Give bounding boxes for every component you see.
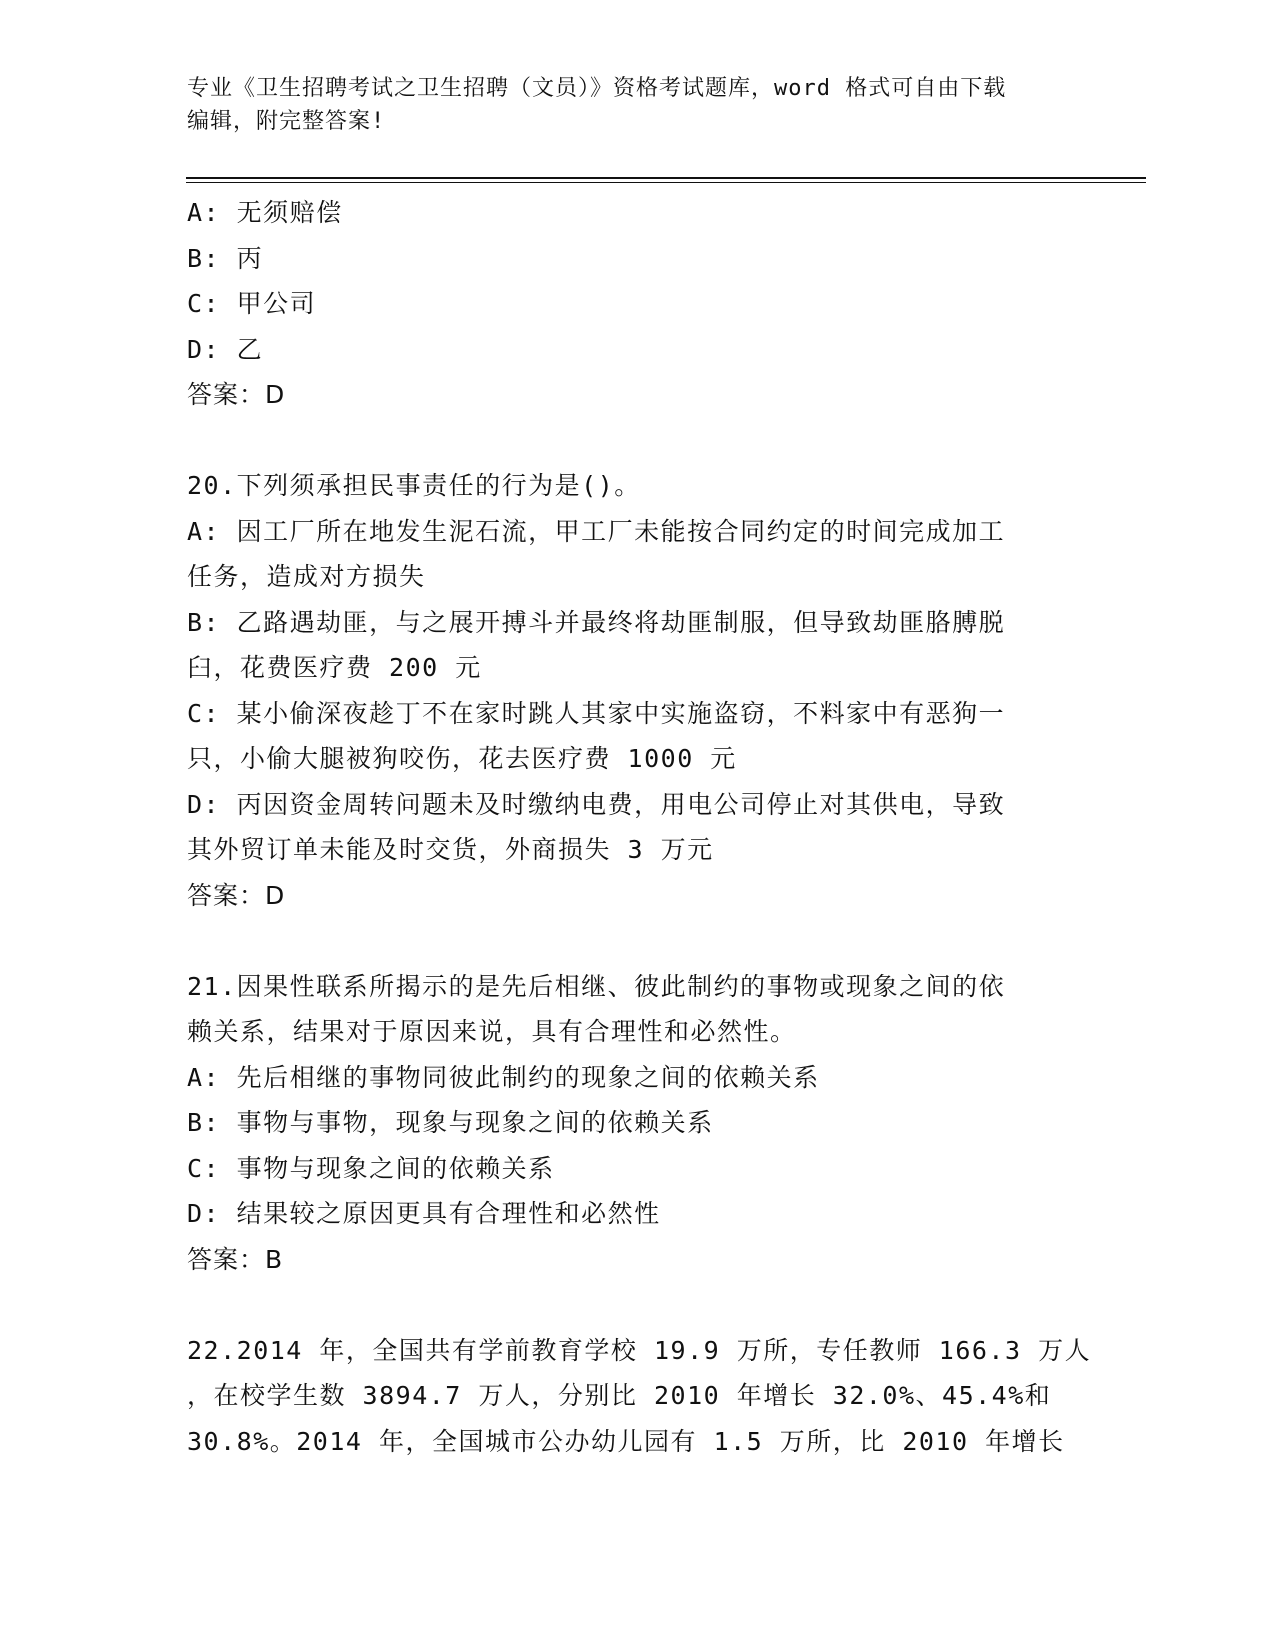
option-d-cont: 其外贸订单未能及时交货，外商损失 3 万元: [187, 835, 714, 864]
option-b: B: 丙: [187, 243, 264, 273]
answer-line: 答案：D: [187, 880, 286, 910]
question-19: [187, 190, 1067, 418]
question-stem: 22.2014 年，全国共有学前教育学校 19.9 万所，专任教师 166.3 万人: [187, 1335, 1092, 1365]
question-stem: 20.下列须承担民事责任的行为是()。: [187, 471, 641, 500]
question-21: [187, 964, 1067, 1283]
option-b-cont: 臼，花费医疗费 200 元: [187, 653, 482, 682]
option-b: B: 乙路遇劫匪，与之展开搏斗并最终将劫匪制服，但导致劫匪胳膊脱: [187, 607, 1006, 637]
answer-line: 答案：B: [187, 1244, 284, 1274]
header-line-1: 专业《卫生招聘考试之卫生招聘（文员）》资格考试题库，word 格式可自由下载: [187, 76, 1007, 101]
header-line-2: 编辑，附完整答案!: [187, 109, 386, 134]
question-stem-cont: 30.8%。2014 年，全国城市公办幼儿园有 1.5 万所，比 2010 年增长: [187, 1426, 1065, 1456]
option-c: C: 某小偷深夜趁丁不在家时跳人其家中实施盗窃，不料家中有恶狗一: [187, 698, 1006, 728]
spacer: [187, 418, 1067, 464]
option-a-cont: 任务，造成对方损失: [187, 562, 426, 591]
option-a: A: 无须赔偿: [187, 198, 343, 227]
document-header: [187, 72, 1087, 138]
option-a: A: 先后相继的事物同彼此制约的现象之间的依赖关系: [187, 1062, 820, 1092]
spacer: [187, 1282, 1067, 1328]
option-b: B: 事物与事物，现象与现象之间的依赖关系: [187, 1108, 714, 1137]
spacer: [187, 918, 1067, 964]
question-22: [187, 1328, 1092, 1465]
question-list: [187, 190, 1092, 1464]
question-stem: 21.因果性联系所揭示的是先后相继、彼此制约的事物或现象之间的依: [187, 971, 1006, 1001]
option-d: D: 结果较之原因更具有合理性和必然性: [187, 1199, 661, 1228]
option-c-cont: 只，小偷大腿被狗咬伤，花去医疗费 1000 元: [187, 744, 737, 773]
question-stem-cont: ，在校学生数 3894.7 万人，分别比 2010 年增长 32.0%、45.4%和: [187, 1381, 1052, 1410]
question-20: [187, 463, 1067, 918]
question-stem-cont: 赖关系，结果对于原因来说，具有合理性和必然性。: [187, 1017, 797, 1046]
option-c: C: 事物与现象之间的依赖关系: [187, 1153, 555, 1183]
header-divider-thin: [186, 182, 1146, 183]
option-a: A: 因工厂所在地发生泥石流，甲工厂未能按合同约定的时间完成加工: [187, 516, 1006, 546]
header-divider-thick: [186, 177, 1146, 179]
option-d: D: 丙因资金周转问题未及时缴纳电费，用电公司停止对其供电，导致: [187, 789, 1006, 819]
option-c: C: 甲公司: [187, 289, 317, 318]
answer-line: 答案：D: [187, 380, 286, 409]
option-d: D: 乙: [187, 334, 264, 364]
